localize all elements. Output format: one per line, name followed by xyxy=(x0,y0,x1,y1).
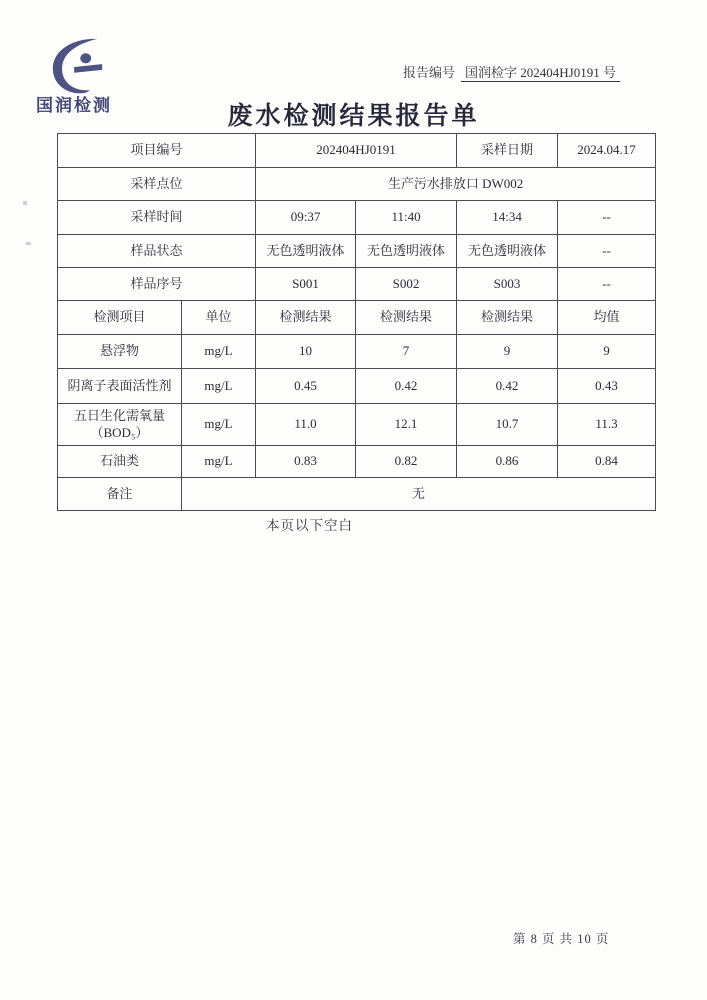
report-number-label: 报告编号 xyxy=(403,65,456,80)
table-cell: 0.45 xyxy=(256,369,356,404)
table-cell: 12.1 xyxy=(356,404,457,446)
table-cell: -- xyxy=(558,235,656,268)
table-row xyxy=(58,201,656,235)
table-cell: 2024.04.17 xyxy=(558,134,656,168)
header-cell: 均值 xyxy=(558,301,656,335)
table-cell: 无色透明液体 xyxy=(457,235,558,268)
row-label-cell: 样品状态 xyxy=(58,235,256,268)
logo-text: 国润检测 xyxy=(36,96,112,115)
row-label-cell: 石油类 xyxy=(58,446,182,478)
row-label-cell: 采样时间 xyxy=(58,201,256,235)
table-cell: mg/L xyxy=(182,369,256,404)
table-cell: 09:37 xyxy=(256,201,356,235)
table-cell: 11.3 xyxy=(558,404,656,446)
row-label-cell: 样品序号 xyxy=(58,268,256,301)
scan-artifact xyxy=(26,242,31,245)
table-row xyxy=(58,168,656,201)
table-cell: 0.82 xyxy=(356,446,457,478)
table-cell: mg/L xyxy=(182,446,256,478)
header-cell: 检测结果 xyxy=(256,301,356,335)
table-cell: -- xyxy=(558,201,656,235)
table-cell: 9 xyxy=(558,335,656,369)
table-cell: 11:40 xyxy=(356,201,457,235)
table-cell: 无 xyxy=(182,478,656,511)
row-label-cell: 采样点位 xyxy=(58,168,256,201)
table-cell: S002 xyxy=(356,268,457,301)
table-cell: 11.0 xyxy=(256,404,356,446)
table-cell: 7 xyxy=(356,335,457,369)
table-row xyxy=(58,335,656,369)
table-cell: 202404HJ0191 xyxy=(256,134,457,168)
result-table xyxy=(57,133,656,511)
header-cell: 检测结果 xyxy=(356,301,457,335)
table-cell: 0.86 xyxy=(457,446,558,478)
table-cell: 9 xyxy=(457,335,558,369)
table-row xyxy=(58,404,656,446)
page-title: 废水检测结果报告单 xyxy=(227,103,480,130)
table-row xyxy=(58,235,656,268)
table-cell: mg/L xyxy=(182,404,256,446)
report-number-line xyxy=(403,62,620,81)
row-label-cell: 悬浮物 xyxy=(58,335,182,369)
report-number-value: 国润检字 202404HJ0191 号 xyxy=(461,65,620,82)
table-cell: 生产污水排放口 DW002 xyxy=(256,168,656,201)
table-row xyxy=(58,478,656,511)
table-cell: S003 xyxy=(457,268,558,301)
table-cell: 无色透明液体 xyxy=(356,235,457,268)
table-row xyxy=(58,446,656,478)
row-label-cell: 五日生化需氧量（BOD₅） xyxy=(58,404,182,446)
table-row xyxy=(58,369,656,404)
header-cell: 单位 xyxy=(182,301,256,335)
page-number: 第 8 页 共 10 页 xyxy=(513,932,610,946)
table-cell: 0.43 xyxy=(558,369,656,404)
table-row xyxy=(58,134,656,168)
row-label-cell: 项目编号 xyxy=(58,134,256,168)
row-label-cell: 阴离子表面活性剂 xyxy=(58,369,182,404)
table-cell: 14:34 xyxy=(457,201,558,235)
table-row xyxy=(58,301,656,335)
table-cell: S001 xyxy=(256,268,356,301)
table-cell: 0.84 xyxy=(558,446,656,478)
scan-artifact xyxy=(23,201,27,205)
header-cell: 检测结果 xyxy=(457,301,558,335)
blank-below-note: 本页以下空白 xyxy=(266,518,353,533)
logo-g-swoosh-icon xyxy=(46,37,110,95)
table-cell: mg/L xyxy=(182,335,256,369)
table-cell: 10.7 xyxy=(457,404,558,446)
table-cell: 0.42 xyxy=(457,369,558,404)
table-cell: 无色透明液体 xyxy=(256,235,356,268)
table-cell: 0.83 xyxy=(256,446,356,478)
table-cell: 采样日期 xyxy=(457,134,558,168)
table-cell: 0.42 xyxy=(356,369,457,404)
header-cell: 检测项目 xyxy=(58,301,182,335)
table-row xyxy=(58,268,656,301)
table-cell: -- xyxy=(558,268,656,301)
row-label-cell: 备注 xyxy=(58,478,182,511)
table-cell: 10 xyxy=(256,335,356,369)
